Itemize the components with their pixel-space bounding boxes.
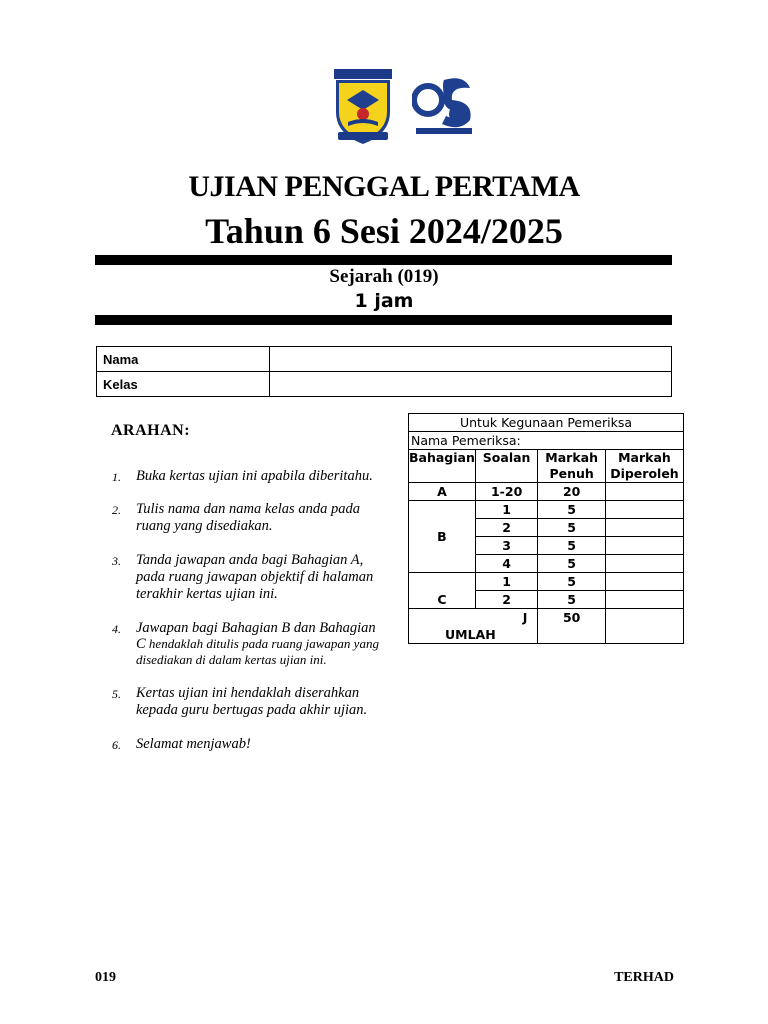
instruction-item: 4. Jawapan bagi Bahagian B dan Bahagian C hendaklah ditulis pada ruang jawapan yang disediakan di dalam kertas ujian ini.	[112, 620, 379, 667]
section-c-q1-obtained[interactable]	[605, 573, 683, 591]
header-logos	[330, 66, 480, 146]
examiner-marks-table	[408, 413, 684, 644]
section-b-q1: 1	[475, 501, 538, 519]
examiner-name-label: Nama Pemeriksa:	[409, 432, 684, 450]
section-c-q1-full: 5	[538, 573, 606, 591]
name-field[interactable]	[270, 347, 672, 372]
exam-title: UJIAN PENGGAL PERTAMA	[188, 170, 580, 203]
section-b-q2-obtained[interactable]	[605, 519, 683, 537]
class-row	[97, 372, 672, 397]
school-crest-logo	[330, 66, 396, 146]
divider-top	[95, 255, 672, 265]
class-label: Kelas	[97, 372, 270, 397]
section-a-question: 1-20	[475, 483, 538, 501]
instruction-item: 6. Selamat menjawab!	[112, 736, 251, 752]
footer-classification: TERHAD	[614, 970, 674, 985]
section-a-label: A	[409, 483, 476, 501]
instruction-item: 1. Buka kertas ujian ini apabila diberitahu.	[112, 468, 373, 484]
section-a-obtained[interactable]	[605, 483, 683, 501]
header-obtained-marks: Markah Diperoleh	[605, 450, 683, 483]
name-row	[97, 347, 672, 372]
section-b-q3-obtained[interactable]	[605, 537, 683, 555]
exam-duration: 1 jam	[354, 290, 414, 312]
section-b-q1-full: 5	[538, 501, 606, 519]
section-c-label: C	[409, 573, 476, 609]
instruction-item: 2. Tulis nama dan nama kelas anda pada ruang yang disediakan.	[112, 501, 360, 534]
section-c-q1: 1	[475, 573, 538, 591]
name-label: Nama	[97, 347, 270, 372]
marks-table-title: Untuk Kegunaan Pemeriksa	[409, 414, 684, 432]
section-c-q2-full: 5	[538, 591, 606, 609]
header-question: Soalan	[475, 450, 538, 483]
section-b-q2-full: 5	[538, 519, 606, 537]
footer-subject-code: 019	[95, 970, 116, 985]
class-field[interactable]	[270, 372, 672, 397]
section-a-full: 20	[538, 483, 606, 501]
total-label-j: J	[522, 610, 528, 625]
student-info-table	[96, 346, 672, 397]
instruction-item: 3. Tanda jawapan anda bagi Bahagian A, pada ruang jawapan objektif di halaman terakhir kertas ujian ini.	[112, 552, 374, 602]
exam-session: Tahun 6 Sesi 2024/2025	[205, 211, 563, 251]
instructions-heading: ARAHAN:	[111, 422, 191, 439]
section-b-q4: 4	[475, 555, 538, 573]
section-b-q4-obtained[interactable]	[605, 555, 683, 573]
total-obtained[interactable]	[605, 609, 683, 644]
total-label-cell	[409, 609, 538, 644]
section-b-label: B	[409, 501, 476, 573]
section-c-q2-obtained[interactable]	[605, 591, 683, 609]
section-b-q1-obtained[interactable]	[605, 501, 683, 519]
section-b-q3: 3	[475, 537, 538, 555]
anniversary-25-logo	[412, 70, 476, 138]
instruction-item: 5. Kertas ujian ini hendaklah diserahkan kepada guru bertugas pada akhir ujian.	[112, 685, 368, 718]
section-b-q4-full: 5	[538, 555, 606, 573]
total-full: 50	[538, 609, 606, 644]
divider-bottom	[95, 315, 672, 325]
section-b-q3-full: 5	[538, 537, 606, 555]
instructions-list	[112, 468, 382, 753]
total-label-rest: UMLAH	[445, 627, 496, 642]
header-section: Bahagian	[409, 450, 476, 483]
header-full-marks: Markah Penuh	[538, 450, 606, 483]
section-b-q2: 2	[475, 519, 538, 537]
section-c-q2: 2	[475, 591, 538, 609]
subject-title: Sejarah (019)	[329, 266, 439, 287]
